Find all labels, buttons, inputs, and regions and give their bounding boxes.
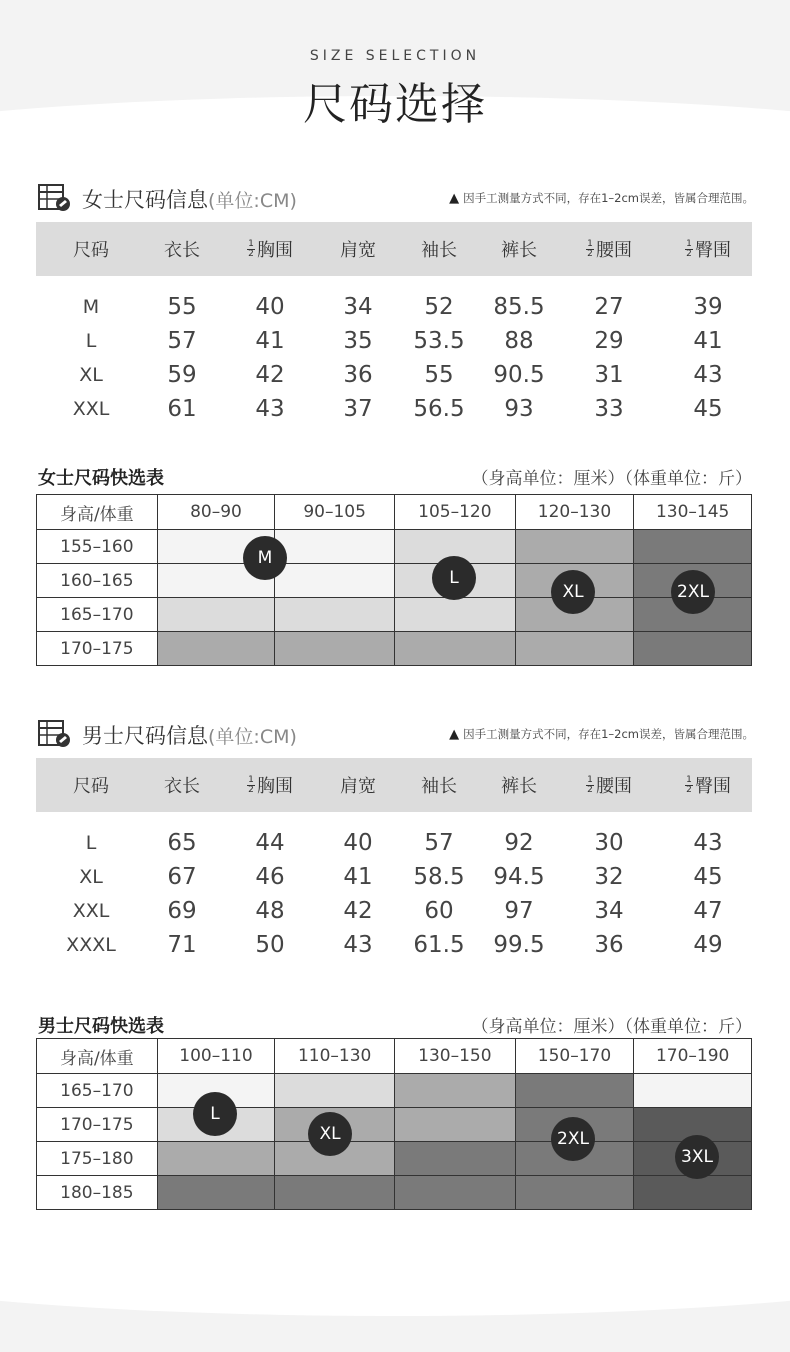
grid-fill-cell xyxy=(274,598,394,631)
weight-header-cell: 105–120 xyxy=(394,495,515,529)
men-quick-title: 男士尺码快选表 xyxy=(38,1016,164,1037)
grid-header-row xyxy=(37,495,751,529)
page-header xyxy=(0,48,790,132)
measure-cell: 37 xyxy=(343,396,373,422)
table-body xyxy=(36,812,752,962)
half-fraction: $\frac{1}{2}$ xyxy=(686,774,692,795)
table-row xyxy=(36,324,752,358)
women-info-note xyxy=(449,190,754,206)
measure-cell: 46 xyxy=(255,864,285,890)
grid-fill-cell xyxy=(394,632,515,665)
women-quick-title-bar xyxy=(38,464,752,488)
table-row xyxy=(36,928,752,962)
column-header: 肩宽 xyxy=(340,776,376,797)
measure-cell: 41 xyxy=(693,328,723,354)
weight-header-cell: 100–110 xyxy=(157,1039,275,1073)
measure-cell: 43 xyxy=(693,830,723,856)
table-row xyxy=(36,826,752,860)
measure-cell: 32 xyxy=(594,864,624,890)
measure-cell: 40 xyxy=(255,294,285,320)
grid-fill-cell xyxy=(515,632,634,665)
grid-row xyxy=(37,1107,751,1141)
size-label-cell: XXXL xyxy=(66,934,116,956)
column-header: $\frac{1}{2}$ 胸围 xyxy=(248,238,293,261)
height-label-cell: 180–185 xyxy=(60,1182,134,1203)
measure-cell: 60 xyxy=(424,898,454,924)
measure-cell: 53.5 xyxy=(413,328,465,354)
grid-fill-cell xyxy=(157,1176,275,1209)
column-header: 尺码 xyxy=(73,240,109,261)
measure-cell: 61 xyxy=(167,396,197,422)
size-label-cell: XXL xyxy=(72,900,110,922)
grid-fill-cell xyxy=(157,632,275,665)
weight-header-cell: 110–130 xyxy=(274,1039,394,1073)
measure-cell: 88 xyxy=(504,328,534,354)
measure-cell: 30 xyxy=(594,830,624,856)
height-label-cell: 165–170 xyxy=(60,604,134,625)
measure-cell: 27 xyxy=(594,294,624,320)
table-row xyxy=(36,358,752,392)
column-header: 衣长 xyxy=(164,240,200,261)
measure-cell: 99.5 xyxy=(493,932,545,958)
grid-fill-cell xyxy=(394,1142,515,1175)
column-header: $\frac{1}{2}$ 胸围 xyxy=(248,774,293,797)
grid-fill-cell xyxy=(274,1176,394,1209)
column-header: 衣长 xyxy=(164,776,200,797)
measure-cell: 44 xyxy=(255,830,285,856)
half-fraction: $\frac{1}{2}$ xyxy=(686,238,692,259)
page-subtitle: SIZE SELECTION xyxy=(309,48,481,64)
grid-fill-cell xyxy=(394,1108,515,1141)
column-header: $\frac{1}{2}$ 腰围 xyxy=(587,238,632,261)
size-label-cell: L xyxy=(85,832,97,854)
measure-cell: 35 xyxy=(343,328,373,354)
half-fraction: $\frac{1}{2}$ xyxy=(248,774,254,795)
women-info-title-bar xyxy=(38,182,754,212)
half-fraction: $\frac{1}{2}$ xyxy=(587,238,593,259)
table-row xyxy=(36,290,752,324)
men-quick-units: （身高单位：厘米）（体重单位：斤） xyxy=(471,1017,752,1037)
measure-cell: 45 xyxy=(693,396,723,422)
table-row xyxy=(36,392,752,426)
men-quick-title-bar xyxy=(38,1012,752,1036)
grid-row xyxy=(37,1073,751,1107)
size-table-icon xyxy=(38,184,72,212)
measure-cell: 90.5 xyxy=(493,362,545,388)
measure-cell: 55 xyxy=(424,362,454,388)
grid-row xyxy=(37,631,751,665)
height-label-cell: 170–175 xyxy=(60,1114,134,1135)
size-badge-l: L xyxy=(193,1092,237,1136)
size-badge-2xl: 2XL xyxy=(671,570,715,614)
measure-cell: 56.5 xyxy=(413,396,465,422)
height-label-cell: 170–175 xyxy=(60,638,134,659)
size-label-cell: M xyxy=(82,296,100,318)
measure-cell: 42 xyxy=(343,898,373,924)
measure-cell: 39 xyxy=(693,294,723,320)
grid-fill-cell xyxy=(515,530,634,563)
measure-cell: 47 xyxy=(693,898,723,924)
measure-cell: 85.5 xyxy=(493,294,545,320)
measure-cell: 31 xyxy=(594,362,624,388)
weight-header-cell: 80–90 xyxy=(157,495,275,529)
height-label-cell: 160–165 xyxy=(60,570,134,591)
measure-cell: 45 xyxy=(693,864,723,890)
measure-cell: 59 xyxy=(167,362,197,388)
column-header: $\frac{1}{2}$ 臀围 xyxy=(686,774,731,797)
measure-cell: 65 xyxy=(167,830,197,856)
measure-cell: 61.5 xyxy=(413,932,465,958)
measure-cell: 94.5 xyxy=(493,864,545,890)
size-badge-m: M xyxy=(243,536,287,580)
women-info-note-text: 因手工测量方式不同，存在1–2cm误差，皆属合理范围。 xyxy=(463,191,754,205)
table-row xyxy=(36,860,752,894)
measure-cell: 92 xyxy=(504,830,534,856)
men-size-info-table xyxy=(36,758,752,973)
grid-fill-cell xyxy=(274,564,394,597)
measure-cell: 58.5 xyxy=(413,864,465,890)
column-header: 袖长 xyxy=(421,240,457,261)
size-label-cell: XXL xyxy=(72,398,110,420)
warning-icon: ▲ xyxy=(449,727,460,742)
size-table-icon xyxy=(38,720,72,748)
measure-cell: 55 xyxy=(167,294,197,320)
half-fraction: $\frac{1}{2}$ xyxy=(587,774,593,795)
grid-fill-cell xyxy=(633,1176,751,1209)
measure-cell: 69 xyxy=(167,898,197,924)
measure-cell: 34 xyxy=(343,294,373,320)
weight-header-cell: 150–170 xyxy=(515,1039,634,1073)
men-info-unit: (单位:CM) xyxy=(208,726,297,748)
grid-fill-cell xyxy=(633,530,751,563)
size-label-cell: XL xyxy=(79,866,103,888)
measure-cell: 41 xyxy=(343,864,373,890)
grid-fill-cell xyxy=(394,1074,515,1107)
grid-fill-cell xyxy=(515,1176,634,1209)
measure-cell: 97 xyxy=(504,898,534,924)
weight-header-cell: 130–150 xyxy=(394,1039,515,1073)
size-badge-2xl: 2XL xyxy=(551,1117,595,1161)
women-info-unit: (单位:CM) xyxy=(208,190,297,212)
size-label-cell: L xyxy=(85,330,97,352)
men-info-title-text: 男士尺码信息 xyxy=(82,724,208,748)
grid-fill-cell xyxy=(274,1074,394,1107)
grid-row xyxy=(37,597,751,631)
measure-cell: 52 xyxy=(424,294,454,320)
women-info-title-text: 女士尺码信息 xyxy=(82,188,208,212)
column-header: $\frac{1}{2}$ 臀围 xyxy=(686,238,731,261)
weight-header-cell: 130–145 xyxy=(633,495,751,529)
measure-cell: 42 xyxy=(255,362,285,388)
size-label-cell: XL xyxy=(79,364,103,386)
measure-cell: 48 xyxy=(255,898,285,924)
grid-fill-cell xyxy=(633,1074,751,1107)
measure-cell: 43 xyxy=(693,362,723,388)
height-label-cell: 155–160 xyxy=(60,536,134,557)
measure-cell: 71 xyxy=(167,932,197,958)
grid-row xyxy=(37,1175,751,1209)
table-body xyxy=(36,276,752,426)
men-info-title-bar xyxy=(38,718,754,748)
grid-fill-cell xyxy=(274,632,394,665)
measure-cell: 33 xyxy=(594,396,624,422)
measure-cell: 50 xyxy=(255,932,285,958)
men-quick-grid xyxy=(36,1038,752,1210)
size-badge-3xl: 3XL xyxy=(675,1135,719,1179)
measure-cell: 49 xyxy=(693,932,723,958)
table-header-row xyxy=(36,758,752,812)
grid-fill-cell xyxy=(394,598,515,631)
measure-cell: 43 xyxy=(343,932,373,958)
measure-cell: 57 xyxy=(167,328,197,354)
grid-corner-label: 身高/体重 xyxy=(59,504,134,525)
grid-row xyxy=(37,529,751,563)
warning-icon: ▲ xyxy=(449,191,460,206)
grid-fill-cell xyxy=(515,1074,634,1107)
women-size-info-table xyxy=(36,222,752,437)
half-fraction: $\frac{1}{2}$ xyxy=(248,238,254,259)
column-header: $\frac{1}{2}$ 腰围 xyxy=(587,774,632,797)
grid-header-row xyxy=(37,1039,751,1073)
grid-fill-cell xyxy=(157,1142,275,1175)
measure-cell: 36 xyxy=(594,932,624,958)
grid-row xyxy=(37,563,751,597)
size-badge-xl: XL xyxy=(308,1112,352,1156)
measure-cell: 93 xyxy=(504,396,534,422)
grid-row xyxy=(37,1141,751,1175)
men-info-note xyxy=(449,726,754,742)
column-header: 裤长 xyxy=(501,776,537,797)
women-quick-grid xyxy=(36,494,752,666)
measure-cell: 40 xyxy=(343,830,373,856)
height-label-cell: 175–180 xyxy=(60,1148,134,1169)
measure-cell: 67 xyxy=(167,864,197,890)
grid-fill-cell xyxy=(157,598,275,631)
women-quick-units: （身高单位：厘米）（体重单位：斤） xyxy=(471,469,752,489)
measure-cell: 43 xyxy=(255,396,285,422)
table-header-row xyxy=(36,222,752,276)
men-info-title xyxy=(82,720,297,750)
measure-cell: 41 xyxy=(255,328,285,354)
size-badge-xl: XL xyxy=(551,570,595,614)
measure-cell: 36 xyxy=(343,362,373,388)
women-info-title xyxy=(82,184,297,214)
men-info-note-text: 因手工测量方式不同，存在1–2cm误差，皆属合理范围。 xyxy=(463,727,754,741)
grid-corner-label: 身高/体重 xyxy=(59,1048,134,1069)
column-header: 袖长 xyxy=(421,776,457,797)
weight-header-cell: 120–130 xyxy=(515,495,634,529)
page-title: 尺码选择 xyxy=(303,79,487,130)
measure-cell: 34 xyxy=(594,898,624,924)
size-badge-l: L xyxy=(432,556,476,600)
measure-cell: 29 xyxy=(594,328,624,354)
height-label-cell: 165–170 xyxy=(60,1080,134,1101)
table-row xyxy=(36,894,752,928)
column-header: 裤长 xyxy=(501,240,537,261)
column-header: 尺码 xyxy=(73,776,109,797)
grid-fill-cell xyxy=(633,632,751,665)
column-header: 肩宽 xyxy=(340,240,376,261)
measure-cell: 57 xyxy=(424,830,454,856)
grid-fill-cell xyxy=(394,1176,515,1209)
grid-fill-cell xyxy=(274,530,394,563)
weight-header-cell: 170–190 xyxy=(633,1039,751,1073)
women-quick-title: 女士尺码快选表 xyxy=(38,468,164,489)
weight-header-cell: 90–105 xyxy=(274,495,394,529)
